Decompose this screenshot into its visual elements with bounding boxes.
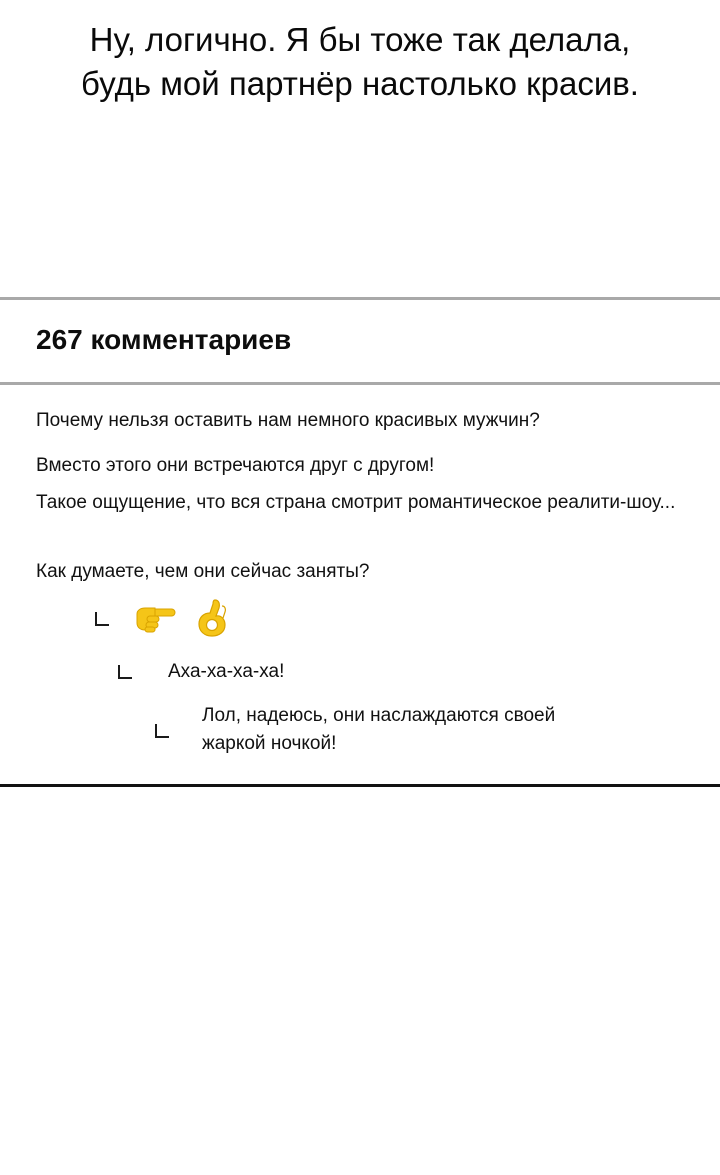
comment-1: Почему нельзя оставить нам немного красивых мужчин?	[36, 410, 540, 431]
comment-2: Вместо этого они встречаются друг с другом!	[36, 455, 435, 476]
reply-indicator-icon	[118, 665, 132, 679]
ok-hand-icon	[195, 598, 229, 638]
comments-divider-bottom	[0, 784, 720, 787]
reply-indicator-icon	[155, 724, 169, 738]
comment-3: Такое ощущение, что вся страна смотрит романтическое реалити-шоу...	[36, 492, 676, 513]
comments-divider-top	[0, 297, 720, 300]
reply-2: Лол, надеюсь, они наслаждаются своей жаркой ночкой!	[202, 705, 556, 754]
caption-line-2: будь мой партнёр настолько красив.	[81, 65, 639, 102]
comments-divider-middle	[0, 382, 720, 385]
comment-4: Как думаете, чем они сейчас заняты?	[36, 561, 370, 582]
caption-line-1: Ну, логично. Я бы тоже так делала,	[89, 21, 631, 58]
comments-count: 267 комментариев	[36, 324, 292, 355]
pointing-hand-icon	[133, 600, 177, 636]
emoji-reply	[133, 598, 229, 638]
reply-1: Аха-ха-ха-ха!	[168, 661, 285, 682]
caption-text	[0, 18, 720, 106]
reply-indicator-icon	[95, 612, 109, 626]
